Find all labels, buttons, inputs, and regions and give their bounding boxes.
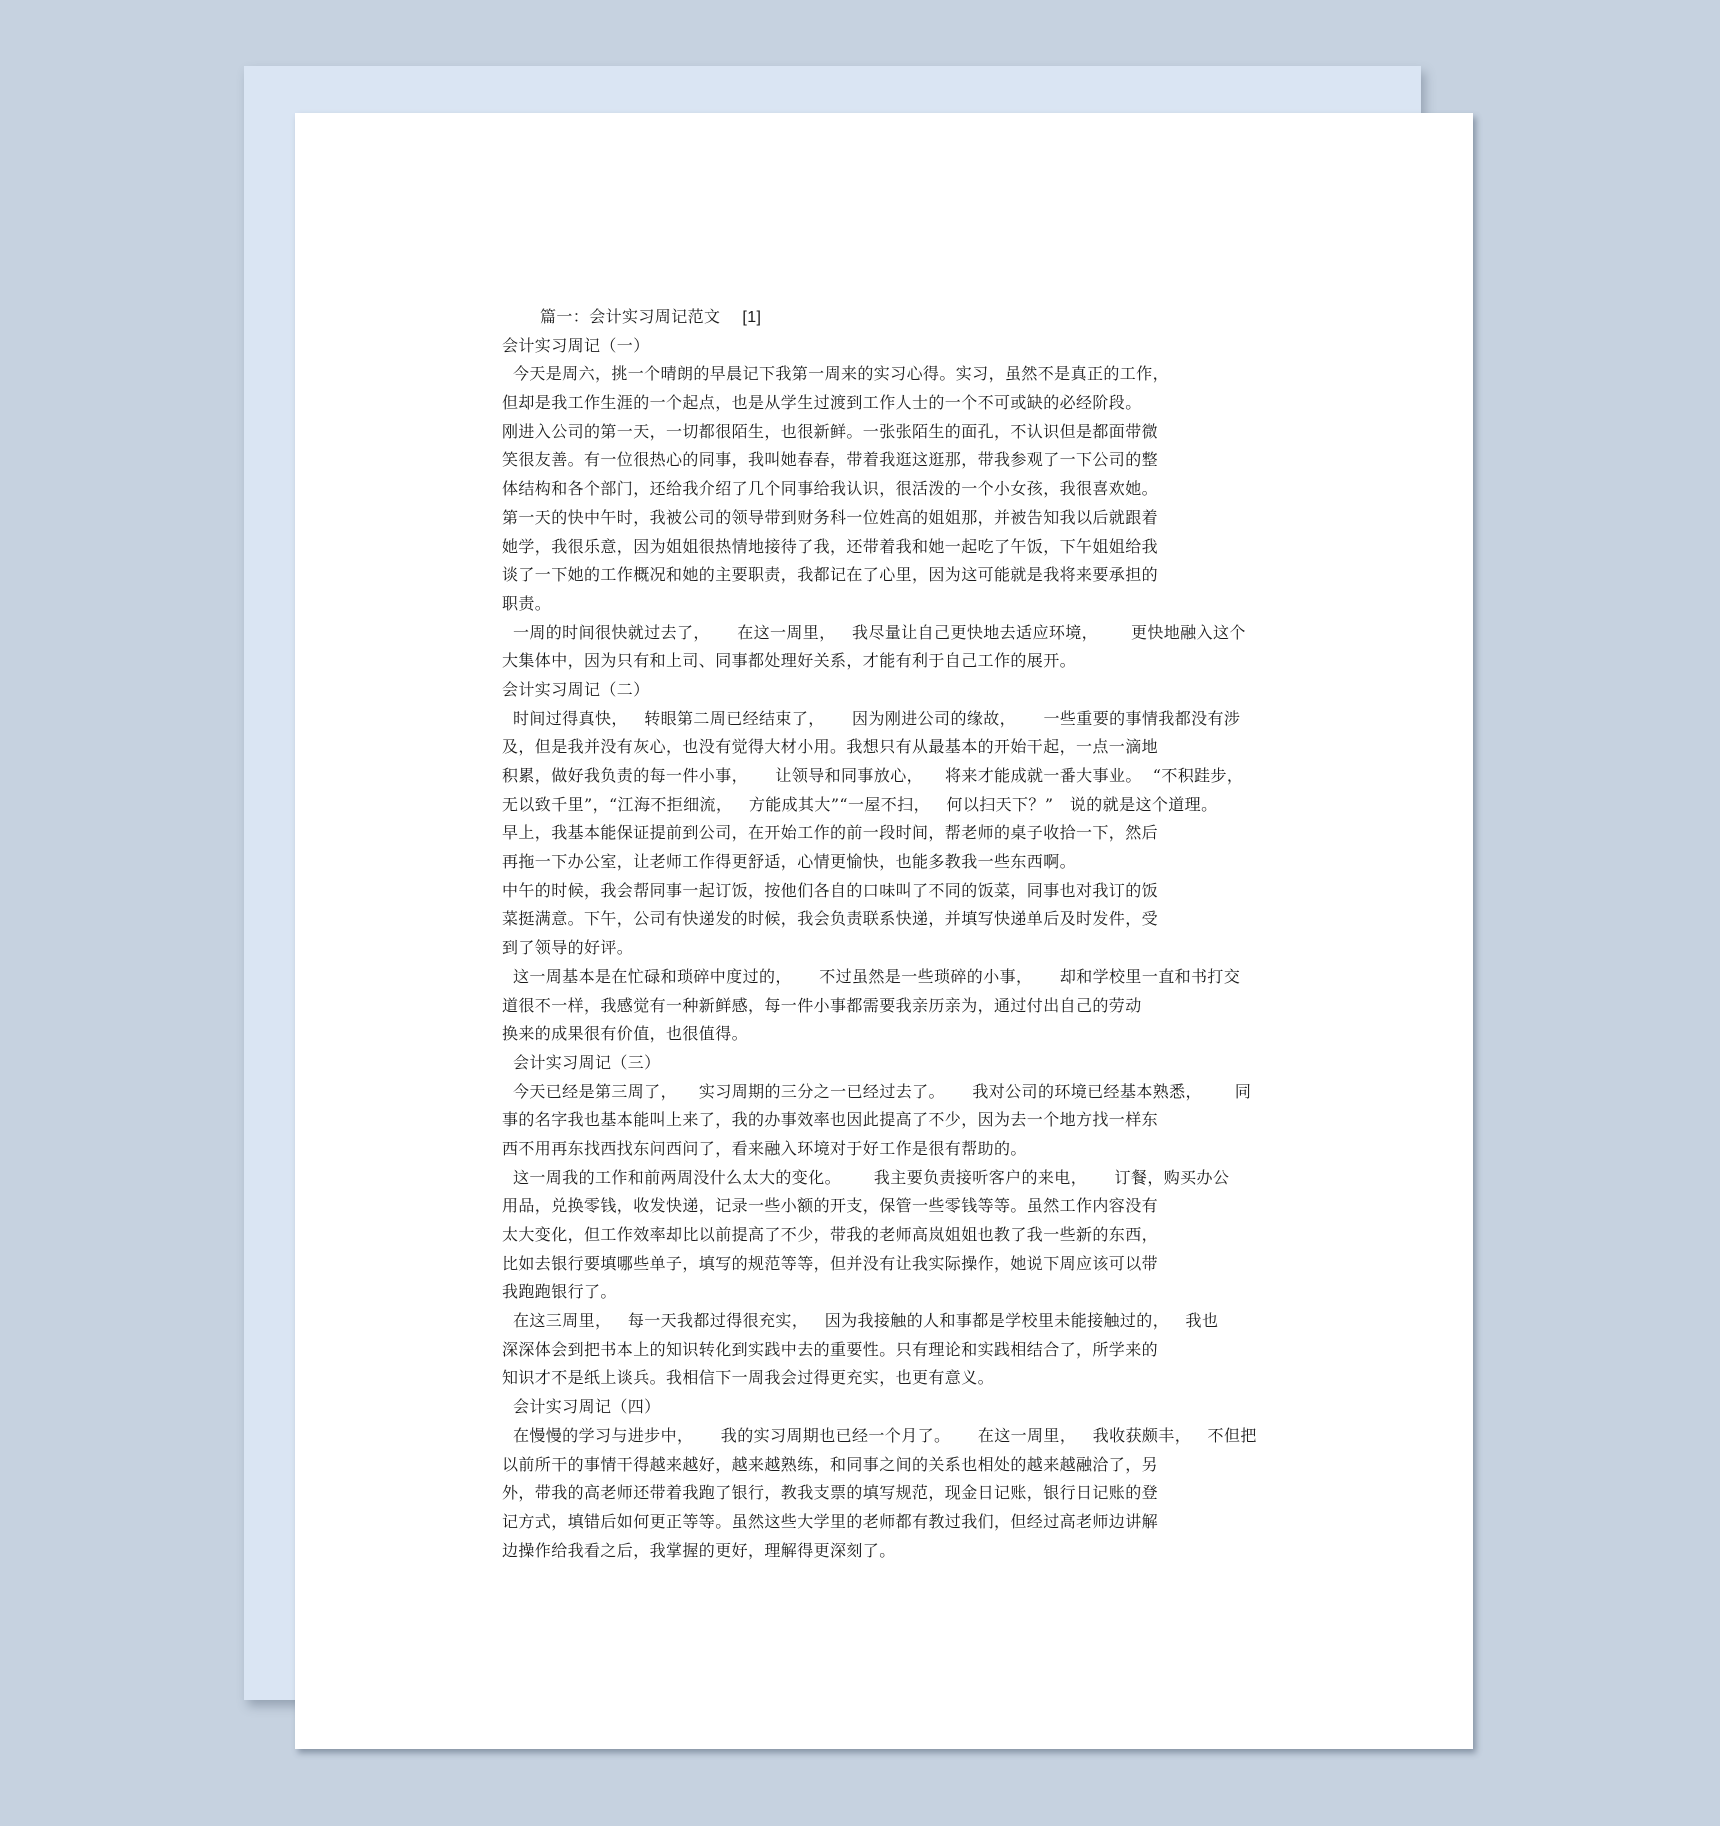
text-line: 大集体中，因为只有和上司、同事都处理好关系，才能有利于自己工作的展开。 xyxy=(502,651,1077,671)
text-line: 体结构和各个部门，还给我介绍了几个同事给我认识，很活泼的一个小女孩，我很喜欢她。 xyxy=(502,479,1159,499)
text-line: 职责。 xyxy=(502,593,552,613)
text-line: 会计实习周记（四） xyxy=(502,1397,661,1417)
text-line: 早上，我基本能保证提前到公司，在开始工作的前一段时间，帮老师的桌子收拾一下，然后 xyxy=(502,823,1159,843)
text-line: 用品，兑换零钱，收发快递，记录一些小额的开支，保管一些零钱等等。虽然工作内容没有 xyxy=(502,1196,1159,1216)
text-line: 外，带我的高老师还带着我跑了银行，教我支票的填写规范，现金日记账，银行日记账的登 xyxy=(502,1483,1159,1503)
document-page xyxy=(295,113,1473,1749)
text-line: 笑很友善。有一位很热心的同事，我叫她春春，带着我逛这逛那，带我参观了一下公司的整 xyxy=(502,450,1159,470)
text-line: 会计实习周记（二） xyxy=(502,679,650,699)
text-line: 第一天的快中午时，我被公司的领导带到财务科一位姓高的姐姐那，并被告知我以后就跟着 xyxy=(502,507,1159,527)
text-line: 谈了一下她的工作概况和她的主要职责，我都记在了心里，因为这可能就是我将来要承担的 xyxy=(502,565,1159,585)
text-line: 记方式，填错后如何更正等等。虽然这些大学里的老师都有教过我们，但经过高老师边讲解 xyxy=(502,1511,1159,1531)
document-body xyxy=(502,303,1402,1565)
text-line: 换来的成果很有价值，也很值得。 xyxy=(502,1024,749,1044)
text-line: 但却是我工作生涯的一个起点，也是从学生过渡到工作人士的一个不可或缺的必经阶段。 xyxy=(502,393,1142,413)
text-line: 中午的时候，我会帮同事一起订饭，按他们各自的口味叫了不同的饭菜，同事也对我订的饭 xyxy=(502,880,1159,900)
text-line: 再拖一下办公室，让老师工作得更舒适，心情更愉快，也能多教我一些东西啊。 xyxy=(502,852,1077,872)
title-text: 篇一：会计实习周记范文 xyxy=(540,307,721,326)
text-line: 无以致千里”，“江海不拒细流， 方能成其大”“一屋不扫， 何以扫天下？” 说的就是这个道理。 xyxy=(502,794,1218,814)
text-line: 以前所干的事情干得越来越好，越来越熟练，和同事之间的关系也相处的越来越融洽了，另 xyxy=(502,1454,1159,1474)
text-line: 这一周基本是在忙碌和琐碎中度过的， 不过虽然是一些琐碎的小事， 却和学校里一直和书打交 xyxy=(502,966,1241,986)
text-line: 在这三周里， 每一天我都过得很充实， 因为我接触的人和事都是学校里未能接触过的， 我也 xyxy=(502,1311,1219,1331)
document-text xyxy=(502,332,1402,1566)
text-line: 深深体会到把书本上的知识转化到实践中去的重要性。只有理论和实践相结合了，所学来的 xyxy=(502,1339,1159,1359)
text-line: 比如去银行要填哪些单子，填写的规范等等，但并没有让我实际操作，她说下周应该可以带 xyxy=(502,1253,1159,1273)
text-line: 边操作给我看之后，我掌握的更好，理解得更深刻了。 xyxy=(502,1540,896,1560)
text-line: 知识才不是纸上谈兵。我相信下一周我会过得更充实，也更有意义。 xyxy=(502,1368,995,1388)
text-line: 一周的时间很快就过去了， 在这一周里， 我尽量让自己更快地去适应环境， 更快地融入这个 xyxy=(502,622,1246,642)
text-line: 在慢慢的学习与进步中， 我的实习周期也已经一个月了。 在这一周里， 我收获颇丰， 不但把 xyxy=(502,1425,1257,1445)
text-line: 会计实习周记（一） xyxy=(502,335,650,355)
text-line: 今天是周六，挑一个晴朗的早晨记下我第一周来的实习心得。实习，虽然不是真正的工作， xyxy=(502,364,1169,384)
text-line: 太大变化，但工作效率却比以前提高了不少，带我的老师高岚姐姐也教了我一些新的东西， xyxy=(502,1225,1159,1244)
text-line: 到了领导的好评。 xyxy=(502,938,634,958)
text-line: 积累，做好我负责的每一件小事， 让领导和同事放心， 将来才能成就一番大事业。 “不积跬步， xyxy=(502,766,1244,785)
text-line: 事的名字我也基本能叫上来了，我的办事效率也因此提高了不少，因为去一个地方找一样东 xyxy=(502,1110,1159,1130)
text-line: 菜挺满意。下午，公司有快递发的时候，我会负责联系快递，并填写快递单后及时发件，受 xyxy=(502,909,1159,929)
text-line: 刚进入公司的第一天，一切都很陌生，也很新鲜。一张张陌生的面孔，不认识但是都面带微 xyxy=(502,421,1159,441)
text-line: 及，但是我并没有灰心，也没有觉得大材小用。我想只有从最基本的开始干起，一点一滴地 xyxy=(502,737,1159,757)
text-line: 今天已经是第三周了， 实习周期的三分之一已经过去了。 我对公司的环境已经基本熟悉， 同 xyxy=(502,1081,1252,1101)
text-line: 会计实习周记（三） xyxy=(502,1052,661,1072)
text-line: 她学，我很乐意，因为姐姐很热情地接待了我，还带着我和她一起吃了午饭，下午姐姐给我 xyxy=(502,536,1159,556)
document-title xyxy=(502,303,1402,332)
text-line: 我跑跑银行了。 xyxy=(502,1282,617,1302)
text-line: 时间过得真快， 转眼第二周已经结束了， 因为刚进公司的缘故， 一些重要的事情我都没有涉 xyxy=(502,708,1241,728)
citation-marker: [1] xyxy=(742,309,762,326)
text-line: 这一周我的工作和前两周没什么太大的变化。 我主要负责接听客户的来电， 订餐，购买办公 xyxy=(502,1167,1230,1187)
text-line: 道很不一样，我感觉有一种新鲜感，每一件小事都需要我亲历亲为，通过付出自己的劳动 xyxy=(502,995,1142,1015)
text-line: 西不用再东找西找东问西问了，看来融入环境对于好工作是很有帮助的。 xyxy=(502,1138,1027,1158)
